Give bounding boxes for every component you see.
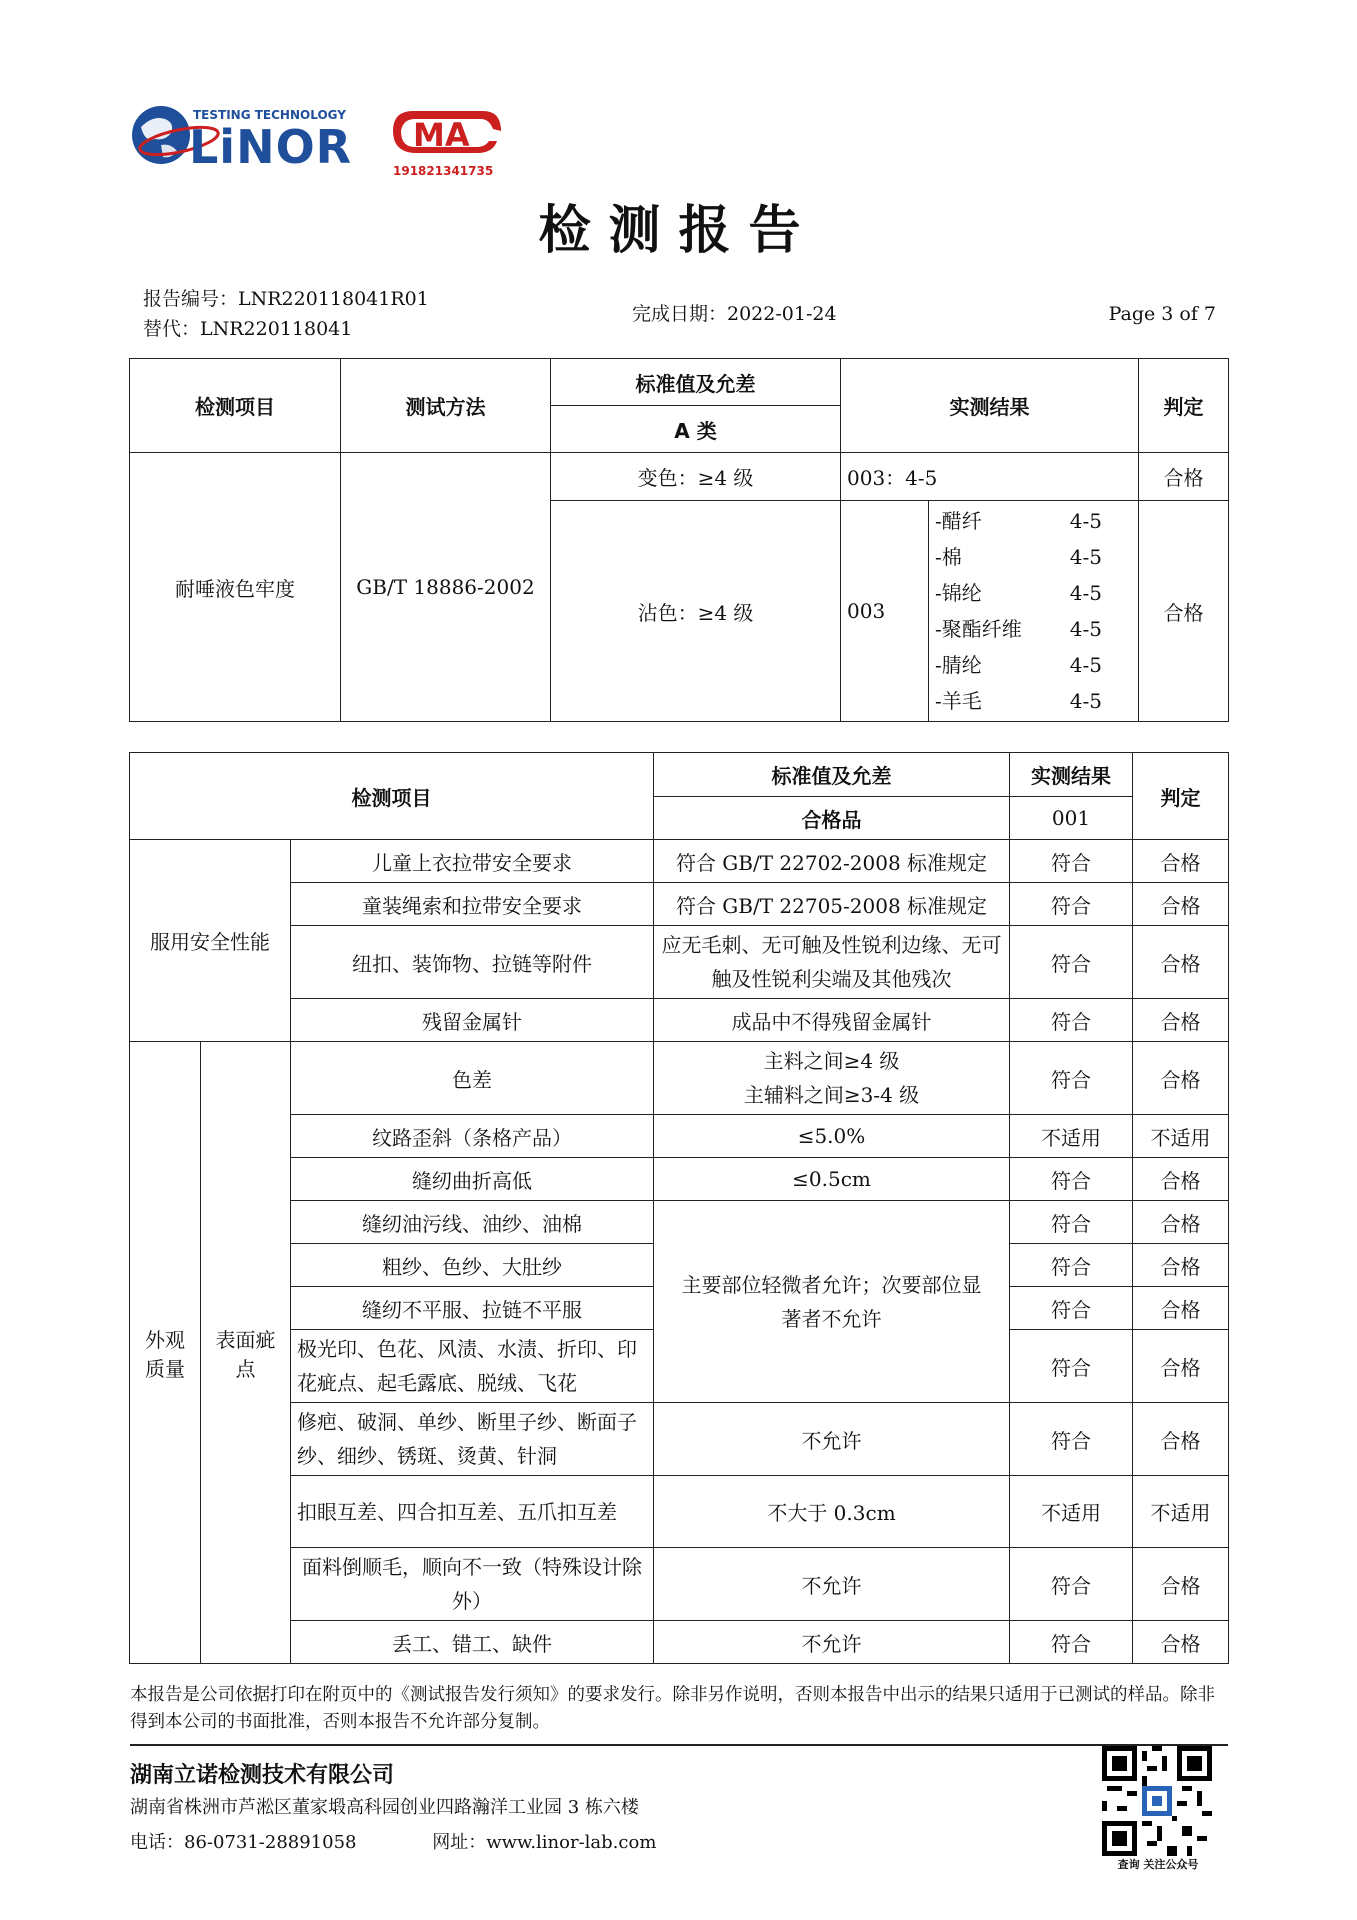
row-verdict: 合格 xyxy=(1133,1330,1229,1403)
row-item: 扣眼互差、四合扣互差、五爪扣互差 xyxy=(291,1476,654,1548)
row-item: 面料倒顺毛，顺向不一致（特殊设计除外） xyxy=(291,1548,654,1621)
header-standard: 标准值及允差 xyxy=(551,359,841,406)
logo-brand: LiNOR xyxy=(189,120,353,174)
header-verdict: 判定 xyxy=(1139,359,1229,453)
row-verdict: 合格 xyxy=(1133,883,1229,926)
phone-number: 电话：86-0731-28891058 xyxy=(130,1832,357,1853)
report-ids xyxy=(143,284,429,344)
row-verdict: 合格 xyxy=(1133,1287,1229,1330)
row-verdict: 合格 xyxy=(1133,840,1229,883)
row-item: 残留金属针 xyxy=(291,999,654,1042)
row-item: 缝纫油污线、油纱、油棉 xyxy=(291,1201,654,1244)
row-standard: 不大于 0.3cm xyxy=(654,1476,1010,1548)
row-result: 符合 xyxy=(1010,999,1133,1042)
test-method: GB/T 18886-2002 xyxy=(341,453,551,722)
row-result: 符合 xyxy=(1010,1330,1133,1403)
row-item: 粗纱、色纱、大肚纱 xyxy=(291,1244,654,1287)
row-item: 修疤、破洞、单纱、断里子纱、断面子纱、细纱、锈斑、烫黄、针洞 xyxy=(291,1403,654,1476)
row-item: 缝纫曲折高低 xyxy=(291,1158,654,1201)
staining-standard: 沾色：≥4 级 xyxy=(551,501,841,722)
row-result: 符合 xyxy=(1010,1403,1133,1476)
company-name: 湖南立诺检测技术有限公司 xyxy=(130,1763,395,1788)
footer-divider xyxy=(130,1744,1228,1746)
qr-code-icon[interactable] xyxy=(1102,1746,1212,1856)
row-item: 丢工、错工、缺件 xyxy=(291,1621,654,1664)
row-standard: 主料之间≥4 级 主辅料之间≥3-4 级 xyxy=(654,1042,1010,1115)
saliva-colorfastness-table xyxy=(129,358,1229,722)
report-notice: 本报告是公司依据打印在附页中的《测试报告发行须知》的要求发行。除非另作说明，否则本报告中出示的结果只适用于已测试的样品。除非得到本公司的书面批准，否则本报告不允许部分复制。 xyxy=(130,1685,1215,1732)
fibre-row: -棉 4-5 xyxy=(935,545,1102,569)
fibre-row: -醋纤 4-5 xyxy=(935,509,1102,533)
header-standard: 标准值及允差 xyxy=(654,753,1010,797)
row-standard: 符合 GB/T 22702-2008 标准规定 xyxy=(654,840,1010,883)
header-method: 测试方法 xyxy=(341,359,551,453)
row-standard: ≤5.0% xyxy=(654,1115,1010,1158)
staining-sample: 003 xyxy=(841,501,929,722)
report-number: 报告编号：LNR220118041R01 xyxy=(143,288,429,310)
fibre-row: -腈纶 4-5 xyxy=(935,653,1102,677)
cma-number: 191821341735 xyxy=(393,164,494,178)
company-address: 湖南省株洲市芦淞区董家塅高科园创业四路瀚洋工业园 3 栋六楼 xyxy=(130,1797,639,1818)
contact-line xyxy=(130,1828,726,1854)
row-result: 符合 xyxy=(1010,883,1133,926)
header-result: 实测结果 xyxy=(1010,753,1133,797)
logo-tagline: TESTING TECHNOLOGY xyxy=(193,108,346,122)
fibre-row: -锦纶 4-5 xyxy=(935,581,1102,605)
row-item: 极光印、色花、风渍、水渍、折印、印花疵点、起毛露底、脱绒、飞花 xyxy=(291,1330,654,1403)
row-item: 缝纫不平服、拉链不平服 xyxy=(291,1287,654,1330)
row-result: 符合 xyxy=(1010,1042,1133,1115)
row-verdict: 合格 xyxy=(1133,1201,1229,1244)
row-result: 符合 xyxy=(1010,1158,1133,1201)
row-verdict: 合格 xyxy=(1133,999,1229,1042)
color-change-result: 003：4-5 xyxy=(841,453,1139,501)
row-verdict: 合格 xyxy=(1133,926,1229,999)
row-item: 儿童上衣拉带安全要求 xyxy=(291,840,654,883)
row-item: 纽扣、装饰物、拉链等附件 xyxy=(291,926,654,999)
qr-caption: 查询 关注公众号 xyxy=(1117,1858,1199,1871)
company-logo xyxy=(131,97,511,187)
row-verdict: 合格 xyxy=(1133,1244,1229,1287)
header-grade: 合格品 xyxy=(654,797,1010,840)
staining-verdict: 合格 xyxy=(1139,501,1229,722)
row-result: 符合 xyxy=(1010,1621,1133,1664)
staining-fibre-list xyxy=(929,501,1139,722)
safety-appearance-table xyxy=(129,752,1229,1664)
header-verdict: 判定 xyxy=(1133,753,1229,840)
replaces-number: 替代：LNR220118041 xyxy=(143,318,353,340)
row-item: 童装绳索和拉带安全要求 xyxy=(291,883,654,926)
row-verdict: 不适用 xyxy=(1133,1115,1229,1158)
row-item: 色差 xyxy=(291,1042,654,1115)
cma-mark: MA xyxy=(413,116,470,154)
row-standard: 应无毛刺、无可触及性锐利边缘、无可触及性锐利尖端及其他残次 xyxy=(654,926,1010,999)
merged-standard: 主要部位轻微者允许；次要部位显著者不允许 xyxy=(654,1201,1010,1403)
row-verdict: 合格 xyxy=(1133,1403,1229,1476)
fibre-row: -聚酯纤维 4-5 xyxy=(935,617,1102,641)
row-verdict: 合格 xyxy=(1133,1548,1229,1621)
header-class: A 类 xyxy=(551,406,841,453)
header-sample: 001 xyxy=(1010,797,1133,840)
completion-date: 完成日期：2022-01-24 xyxy=(632,303,837,325)
row-result: 符合 xyxy=(1010,1244,1133,1287)
header-item: 检测项目 xyxy=(130,753,654,840)
header-result: 实测结果 xyxy=(841,359,1139,453)
row-result: 符合 xyxy=(1010,840,1133,883)
row-standard: 符合 GB/T 22705-2008 标准规定 xyxy=(654,883,1010,926)
row-standard: 不允许 xyxy=(654,1403,1010,1476)
subgroup-surface-defects: 表面疵点 xyxy=(201,1042,291,1664)
row-verdict: 不适用 xyxy=(1133,1476,1229,1548)
color-change-standard: 变色：≥4 级 xyxy=(551,453,841,501)
fibre-row: -羊毛 4-5 xyxy=(935,689,1102,713)
row-item: 纹路歪斜（条格产品） xyxy=(291,1115,654,1158)
row-result: 符合 xyxy=(1010,1548,1133,1621)
group-safety: 服用安全性能 xyxy=(130,840,291,1042)
website: 网址：www.linor-lab.com xyxy=(432,1832,657,1853)
row-verdict: 合格 xyxy=(1133,1621,1229,1664)
header-item: 检测项目 xyxy=(130,359,341,453)
row-result: 不适用 xyxy=(1010,1476,1133,1548)
row-result: 不适用 xyxy=(1010,1115,1133,1158)
row-standard: 成品中不得残留金属针 xyxy=(654,999,1010,1042)
page-number: Page 3 of 7 xyxy=(1108,303,1216,325)
group-appearance: 外观质量 xyxy=(130,1042,201,1664)
row-result: 符合 xyxy=(1010,926,1133,999)
report-title: 检测报告 xyxy=(538,201,819,261)
test-item: 耐唾液色牢度 xyxy=(130,453,341,722)
color-change-verdict: 合格 xyxy=(1139,453,1229,501)
row-result: 符合 xyxy=(1010,1287,1133,1330)
row-standard: ≤0.5cm xyxy=(654,1158,1010,1201)
row-verdict: 合格 xyxy=(1133,1042,1229,1115)
row-result: 符合 xyxy=(1010,1201,1133,1244)
row-standard: 不允许 xyxy=(654,1621,1010,1664)
row-standard: 不允许 xyxy=(654,1548,1010,1621)
row-verdict: 合格 xyxy=(1133,1158,1229,1201)
